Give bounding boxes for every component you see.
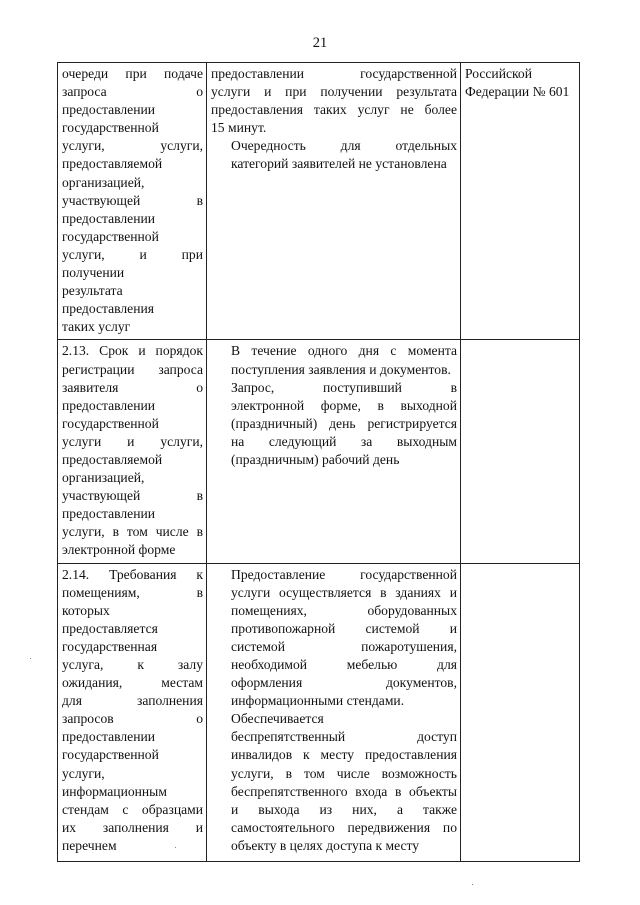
requirement-content-cell xyxy=(207,340,461,563)
page-number: 21 xyxy=(312,35,328,51)
requirement-name-cell xyxy=(58,340,207,563)
cell-line: объекту в целях доступа к месту xyxy=(231,837,420,853)
cell-paragraph xyxy=(211,137,457,173)
cell-line: электронной форме xyxy=(62,542,176,558)
cell-line: самостоятельного передвижения по xyxy=(231,819,457,835)
cell-line: очереди при подаче xyxy=(62,66,203,81)
cell-line: беспрепятственный доступ xyxy=(231,729,457,745)
cell-line: информационными стендами. xyxy=(231,693,405,709)
table-row xyxy=(58,563,580,861)
cell-line: помещениям, в xyxy=(62,584,203,600)
cell-line: предоставления таких услуг не более xyxy=(211,102,457,118)
cell-paragraph xyxy=(211,342,457,378)
cell-line: Очередность для отдельных xyxy=(231,138,457,154)
cell-line: поступления заявления и документов. xyxy=(231,361,451,377)
scan-speck xyxy=(175,847,176,848)
requirement-content-cell xyxy=(207,63,461,340)
cell-line: заявителя о xyxy=(62,379,203,395)
legal-basis-cell xyxy=(461,563,580,861)
cell-line: 2.14. Требования к xyxy=(62,566,203,582)
cell-line: электронной форме, в выходной xyxy=(231,397,457,413)
cell-line: предоставлении xyxy=(62,102,156,118)
cell-line: услуги осуществляется в зданиях и xyxy=(231,584,457,600)
cell-line: услуги, в том числе возможность xyxy=(231,765,457,781)
cell-line: 2.13. Срок и порядок xyxy=(62,343,203,359)
cell-line: помещениях, оборудованных xyxy=(231,602,457,618)
cell-line: предоставлении xyxy=(62,397,156,413)
cell-line: услуги, xyxy=(62,765,105,781)
cell-line: для заполнения xyxy=(62,693,203,709)
cell-line: организацией, xyxy=(62,174,145,190)
cell-line: предоставлении xyxy=(62,506,156,522)
cell-line: организацией, xyxy=(62,470,145,486)
cell-line: Федерации № 601 xyxy=(465,84,570,100)
cell-line: информационным xyxy=(62,783,167,799)
cell-line: Российской xyxy=(465,66,532,81)
cell-line: стендам с образцами xyxy=(62,801,203,817)
cell-line: предоставления xyxy=(62,301,155,317)
cell-line: их заполнения и xyxy=(62,819,203,835)
cell-line: запросов о xyxy=(62,711,203,727)
legal-basis-cell xyxy=(461,63,580,340)
cell-line: 15 минут. xyxy=(211,120,267,136)
cell-line: государственной xyxy=(62,120,159,136)
cell-line: предоставляемой xyxy=(62,156,163,172)
cell-line: беспрепятственного входа в объекты xyxy=(231,783,457,799)
regulation-table xyxy=(57,62,580,862)
cell-paragraph xyxy=(211,65,457,137)
cell-line: категорий заявителей не установлена xyxy=(231,156,447,172)
cell-line: Запрос, поступивший в xyxy=(231,379,457,395)
cell-line: запроса о xyxy=(62,84,203,100)
cell-line: государственной xyxy=(62,228,159,244)
cell-line: оформления документов, xyxy=(231,675,457,691)
cell-line: результата xyxy=(62,283,123,299)
cell-line: и выхода из них, а также xyxy=(231,801,457,817)
cell-line: предоставлении xyxy=(62,210,156,226)
cell-line: противопожарной системой и xyxy=(231,620,457,636)
cell-line: услуги и при получении результата xyxy=(211,84,457,100)
cell-line: услуги, в том числе в xyxy=(62,524,203,540)
cell-line: предоставляемой xyxy=(62,451,163,467)
cell-line: перечнем xyxy=(62,837,117,853)
cell-line: услуги, услуги, xyxy=(62,138,203,154)
cell-line: государственной xyxy=(62,747,159,763)
cell-line: системой пожаротушения, xyxy=(231,638,457,654)
table-row xyxy=(58,340,580,563)
scan-speck xyxy=(472,884,473,885)
cell-line: получении xyxy=(62,265,125,281)
cell-line: инвалидов к месту предоставления xyxy=(231,747,457,763)
cell-line: услуга, к залу xyxy=(62,657,203,672)
requirement-name-cell xyxy=(58,63,207,340)
cell-paragraph xyxy=(211,379,457,469)
cell-line: Предоставление государственной xyxy=(231,566,457,582)
requirement-name-cell xyxy=(58,563,207,861)
cell-line: участвующей в xyxy=(62,488,203,504)
cell-line: предоставлении xyxy=(62,729,156,745)
cell-line: государственная xyxy=(62,638,158,654)
cell-line: (праздничный) день регистрируется xyxy=(231,415,457,431)
cell-line: Обеспечивается xyxy=(231,711,324,727)
requirement-content-cell xyxy=(207,563,461,861)
cell-line: В течение одного дня с момента xyxy=(231,343,457,359)
cell-line: услуги и услуги, xyxy=(62,433,203,449)
cell-paragraph xyxy=(211,710,457,855)
cell-line: таких услуг xyxy=(62,319,131,335)
cell-line: участвующей в xyxy=(62,192,203,208)
cell-line: необходимой мебелью для xyxy=(231,657,457,672)
cell-line: которых xyxy=(62,602,110,618)
cell-line: регистрации запроса xyxy=(62,361,203,377)
table-row xyxy=(58,63,580,340)
cell-line: государственной xyxy=(62,415,159,431)
cell-paragraph xyxy=(211,566,457,711)
legal-basis-cell xyxy=(461,340,580,563)
scan-speck xyxy=(30,658,31,659)
cell-line: предоставляется xyxy=(62,620,158,636)
cell-line: (праздничным) рабочий день xyxy=(231,451,400,467)
cell-line: услуги, и при xyxy=(62,246,203,262)
cell-line: ожидания, местам xyxy=(62,675,203,691)
cell-line: на следующий за выходным xyxy=(231,433,457,449)
cell-line: предоставлении государственной xyxy=(211,66,457,81)
